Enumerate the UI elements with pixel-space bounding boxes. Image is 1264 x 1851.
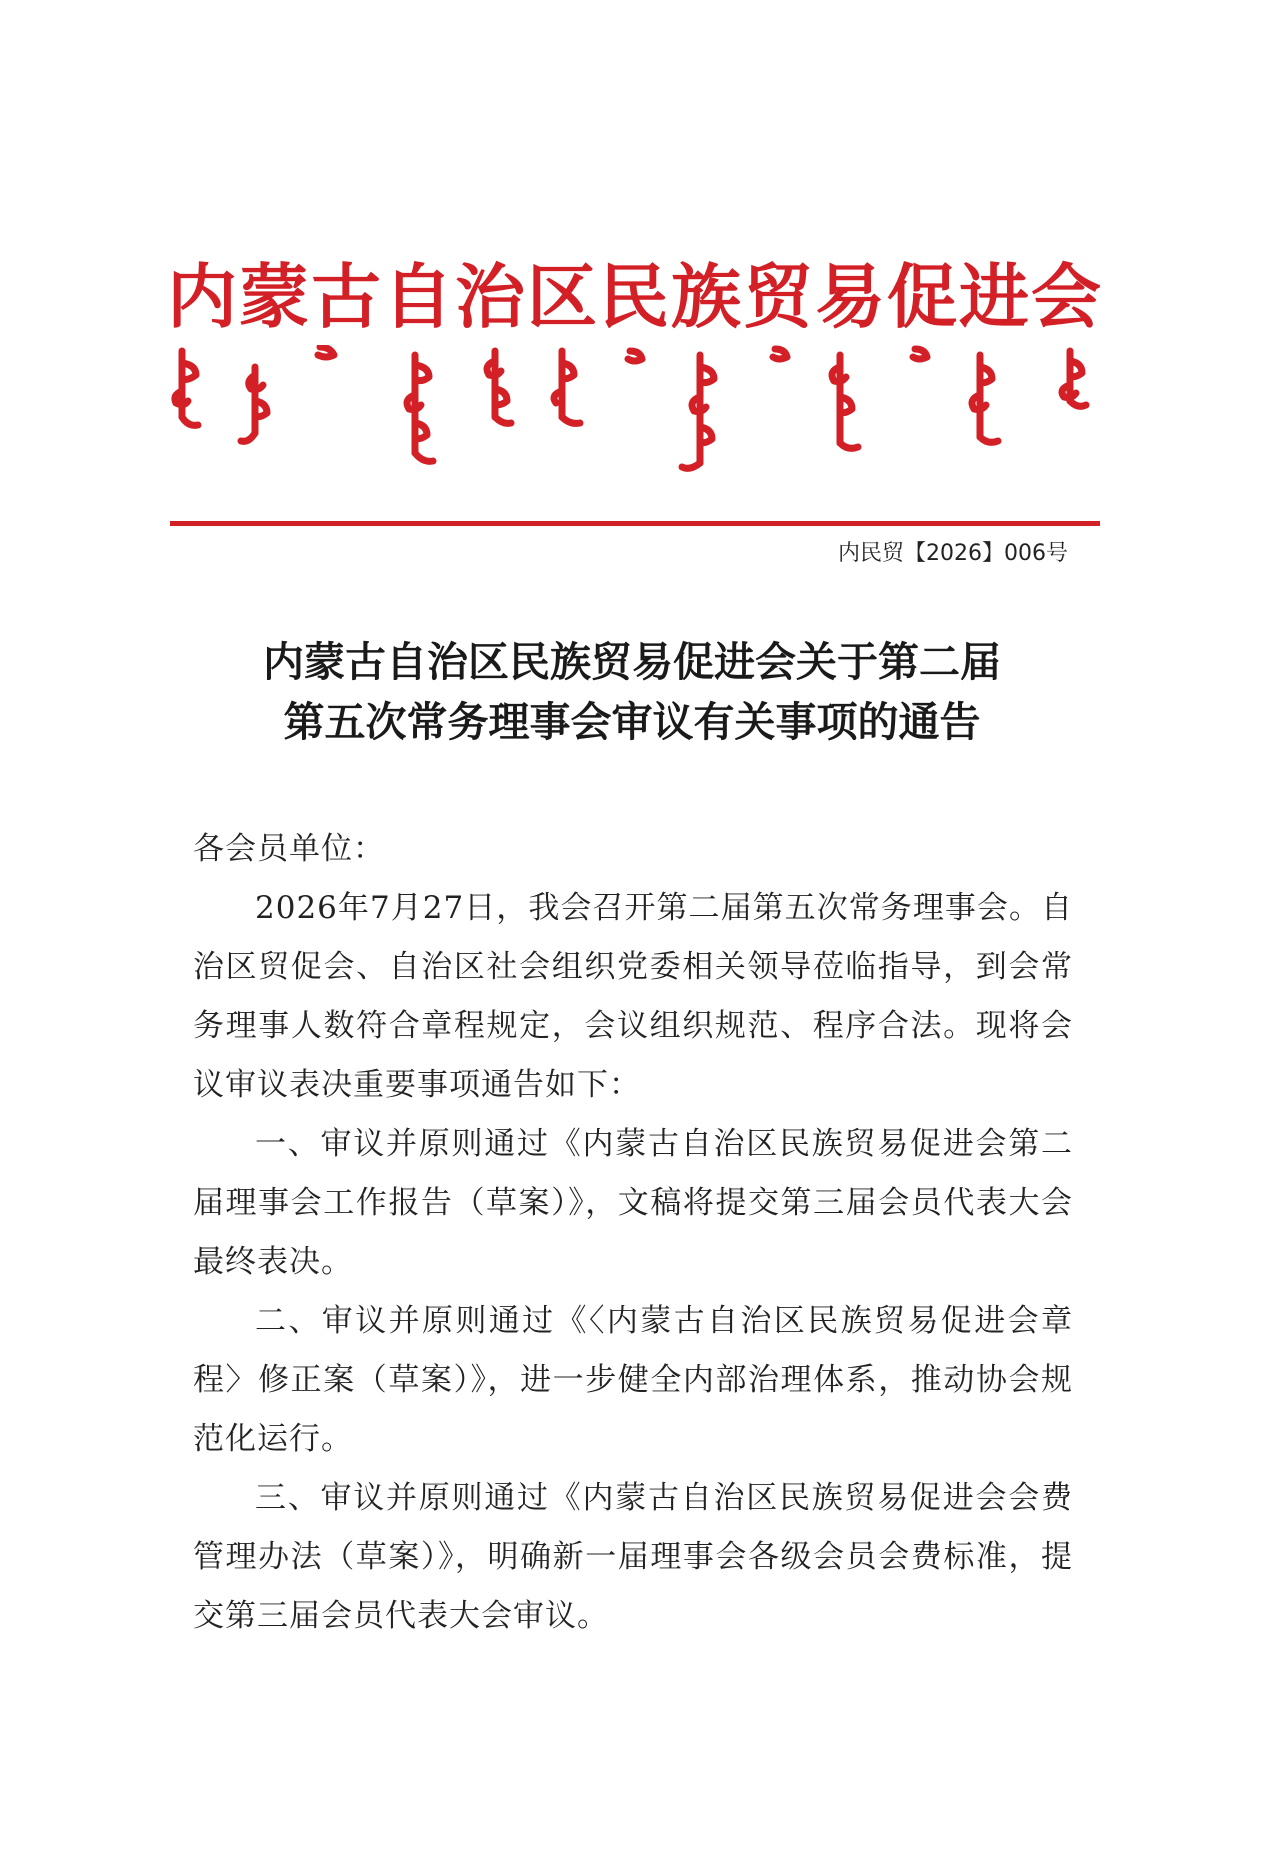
salutation: 各会员单位： (193, 831, 385, 867)
body-paragraph: 三、审议并原则通过《内蒙古自治区民族贸易促进会会费管理办法（草案）》，明确新一届理事会各级会员会费标准，提交第三届会员代表大会审议。 (193, 1480, 1073, 1634)
letterhead-org-name-chinese: 内蒙古自治区民族贸易促进会 (167, 255, 1103, 338)
letterhead-divider (170, 521, 1100, 526)
body-paragraph: 一、审议并原则通过《内蒙古自治区民族贸易促进会第二届理事会工作报告（草案）》，文稿将提交第三届会员代表大会最终表决。 (193, 1126, 1073, 1280)
document-number: 内民贸【2026】006号 (838, 541, 1068, 566)
letterhead-mongolian-script-logo (170, 345, 1100, 485)
document-title (150, 632, 1114, 752)
body-paragraph: 二、审议并原则通过《〈内蒙古自治区民族贸易促进会章程〉修正案（草案）》，进一步健全内部治理体系，推动协会规范化运行。 (193, 1303, 1073, 1457)
document-body (193, 820, 1073, 1646)
body-paragraph: 2026年7月27日，我会召开第二届第五次常务理事会。自治区贸促会、自治区社会组织党委相关领导莅临指导，到会常务理事人数符合章程规定，会议组织规范、程序合法。现将会议审议表决重要事项通告如下： (193, 890, 1073, 1103)
title-line-1: 内蒙古自治区民族贸易促进会关于第二届 (263, 638, 1001, 686)
title-line-2: 第五次常务理事会审议有关事项的通告 (283, 698, 981, 746)
